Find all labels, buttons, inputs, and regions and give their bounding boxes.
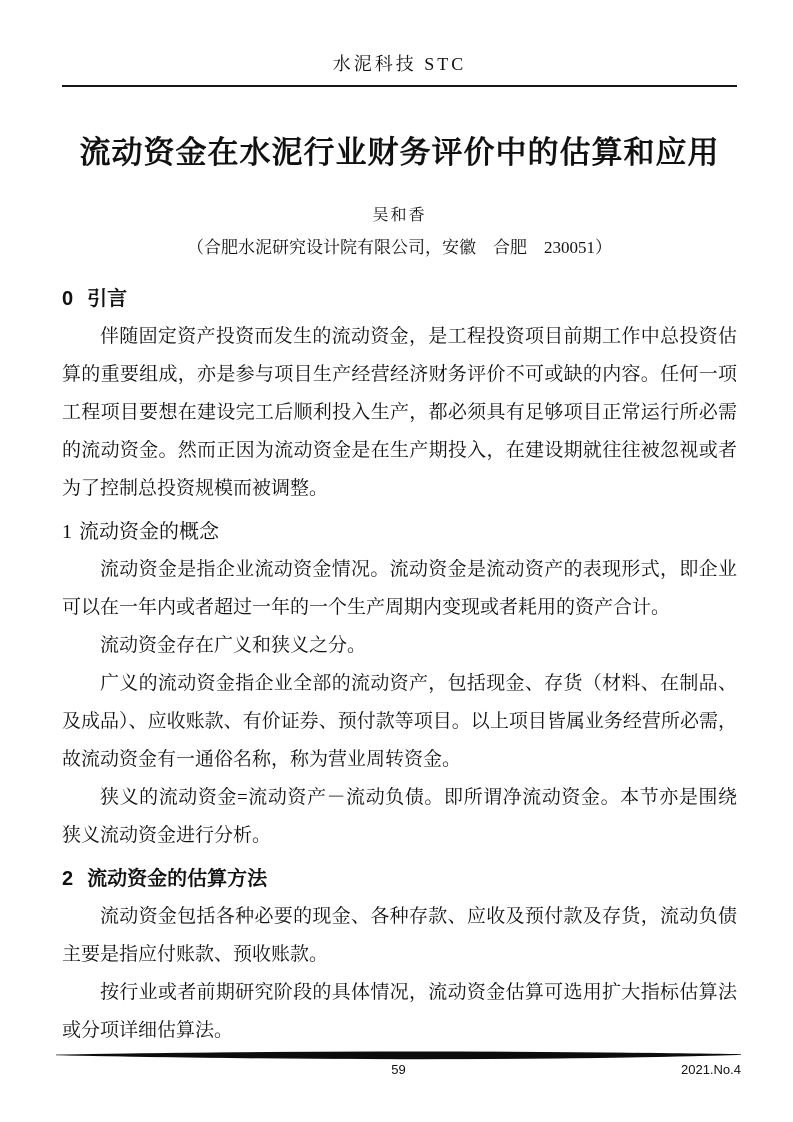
section-title: 流动资金的概念 [79, 521, 219, 543]
journal-title: 水泥科技 STC [332, 54, 467, 74]
header-rule [62, 85, 737, 87]
section-title: 流动资金的估算方法 [87, 868, 268, 890]
paragraph: 广义的流动资金指企业全部的流动资产，包括现金、存货（材料、在制品、及成品）、应收账款、有价证券、预付款等项目。以上项目皆属业务经营所必需，故流动资金有一通俗名称，称为营业周转资金。 [62, 673, 737, 770]
footer-text-row [56, 1062, 741, 1080]
paragraph: 伴随固定资产投资而发生的流动资金，是工程投资项目前期工作中总投资估算的重要组成，亦是参与项目生产经营经济财务评价不可或缺的内容。任何一项工程项目要想在建设完工后顺利投入生产，都必须具有足够项目正常运行所必需的流动资金。然而正因为流动资金是在生产期投入，在建设期就往往被忽视或者为了控制总投资规模而被调整。 [62, 326, 737, 499]
section-heading-2 [62, 860, 737, 898]
article-title: 流动资金在水泥行业财务评价中的估算和应用 [79, 135, 720, 170]
section-title: 引言 [87, 288, 128, 310]
footer-rule [56, 1049, 741, 1062]
section-number: 1 [62, 521, 72, 543]
section-heading-0 [62, 280, 737, 318]
paragraph: 流动资金是指企业流动资金情况。流动资金是流动资产的表现形式，即企业可以在一年内或者超过一年的一个生产周期内变现或者耗用的资产合计。 [62, 559, 737, 618]
page-content [62, 0, 737, 1050]
section-heading-1 [62, 513, 737, 551]
page-footer [56, 1049, 741, 1080]
paragraph: 流动资金包括各种必要的现金、各种存款、应收及预付款及存货，流动负债主要是指应付账款、预收账款。 [62, 906, 737, 965]
paragraph: 流动资金存在广义和狭义之分。 [100, 635, 367, 656]
author-affiliation: （合肥水泥研究设计院有限公司，安徽 合肥 230051） [187, 238, 612, 257]
paragraph: 狭义的流动资金=流动资产－流动负债。即所谓净流动资金。本节亦是围绕狭义流动资金进行分析。 [62, 787, 737, 846]
paragraph: 按行业或者前期研究阶段的具体情况，流动资金估算可选用扩大指标估算法或分项详细估算法。 [62, 982, 737, 1041]
issue-label: 2021.No.4 [681, 1062, 741, 1077]
section-number: 2 [62, 868, 74, 890]
author-name: 吴和香 [372, 207, 427, 224]
section-number: 0 [62, 288, 74, 310]
page-number: 59 [391, 1062, 406, 1077]
